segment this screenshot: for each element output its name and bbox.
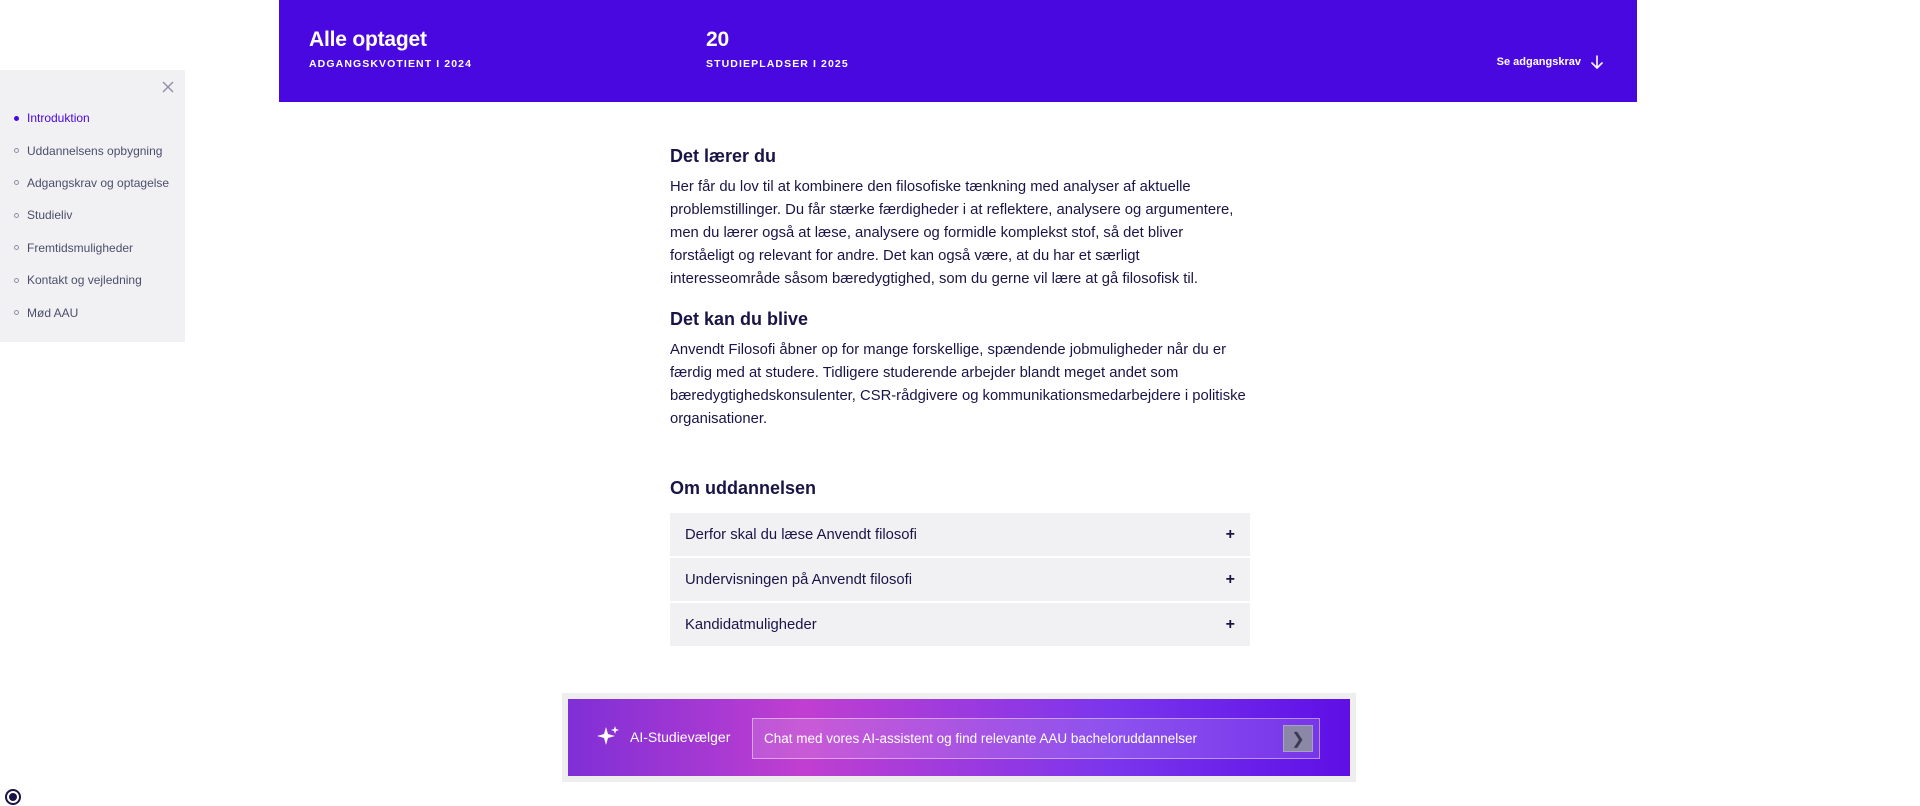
about-heading: Om uddannelsen [670, 478, 817, 498]
accordion-item-label: Undervisningen på Anvendt filosofi [685, 571, 913, 588]
about-section [670, 478, 1250, 646]
ai-send-button[interactable] [1283, 725, 1313, 752]
sparkle-icon [596, 725, 620, 749]
close-icon[interactable] [161, 80, 175, 94]
sidebar-item-label: Adgangskrav og optagelse [27, 175, 170, 190]
accordion-item-masters[interactable] [670, 603, 1250, 646]
about-accordion [670, 513, 1250, 646]
sidebar-item-label: Mød AAU [27, 305, 79, 320]
arrow-down-icon [1590, 55, 1604, 69]
study-places-value: 20 [706, 28, 729, 51]
bullet-icon [14, 310, 19, 315]
stats-banner [279, 0, 1637, 102]
sidebar-item-studieliv[interactable] [0, 199, 185, 231]
plus-icon: + [1225, 570, 1235, 588]
accordion-item-label: Derfor skal du læse Anvendt filosofi [685, 526, 917, 543]
career-heading: Det kan du blive [670, 309, 809, 329]
accordion-item-teaching[interactable] [670, 558, 1250, 601]
sidebar-item-fremtidsmuligheder[interactable] [0, 232, 185, 264]
plus-icon: + [1225, 615, 1235, 633]
ai-chat-input[interactable] [752, 718, 1320, 759]
sidebar-item-kontakt[interactable] [0, 264, 185, 296]
plus-icon: + [1225, 525, 1235, 543]
sidebar-item-adgangskrav[interactable] [0, 167, 185, 199]
bullet-icon [14, 116, 19, 121]
career-paragraph: Anvendt Filosofi åbner op for mange forskellige, spændende jobmuligheder når du er færdig med at studere. Tidligere studerende arbejder blandt meget andet som bæredygtighedskonsulenter, CSR-rådgivere og kommunikationsmedarbejdere i politiske organisationer. [670, 342, 1246, 427]
sidebar-item-introduktion[interactable] [0, 102, 185, 134]
study-places-label: STUDIEPLADSER I 2025 [706, 58, 849, 70]
ai-label-text: AI-Studievælger [630, 729, 731, 745]
bullet-icon [14, 213, 19, 218]
bullet-icon [14, 245, 19, 250]
sidebar-item-label: Fremtidsmuligheder [27, 240, 134, 255]
accordion-item-label: Kandidatmuligheder [685, 616, 817, 633]
sidebar-item-label: Studieliv [27, 208, 73, 223]
bullet-icon [14, 180, 19, 185]
see-requirements-link[interactable] [1497, 55, 1604, 69]
sidebar-item-label: Kontakt og vejledning [27, 273, 142, 288]
see-requirements-label: Se adgangskrav [1496, 56, 1581, 68]
ai-study-chooser [562, 693, 1356, 782]
learn-section [670, 146, 1250, 291]
bullet-icon [14, 278, 19, 283]
accordion-item-why[interactable] [670, 513, 1250, 556]
ai-studievaelger-button[interactable] [596, 725, 730, 749]
sidebar-item-label: Introduktion [27, 111, 90, 126]
sidebar-nav [0, 70, 185, 342]
sidebar-item-moed-aau[interactable] [0, 296, 185, 328]
learn-paragraph: Her får du lov til at kombinere den filosofiske tænkning med analyser af aktuelle problemstillinger. Du får stærke færdigheder i at reflektere, analysere og argumentere, men du lærer også at læse, analysere og formidle komplekst stof, så det bliver forståeligt og relevant for andre. Det kan også være, at du har et særligt interesseområde såsom bæredygtighed, som du gerne vil lære at gå filosofisk til. [670, 179, 1234, 287]
cookie-settings-icon[interactable] [3, 787, 23, 806]
study-places-stat [706, 28, 849, 70]
learn-heading: Det lærer du [670, 146, 777, 166]
admission-quota-value: Alle optaget [309, 28, 427, 51]
career-section [670, 309, 1250, 431]
admission-quota-label: ADGANGSKVOTIENT I 2024 [309, 58, 473, 70]
main-content [670, 146, 1250, 648]
admission-quota-stat [309, 28, 472, 70]
bullet-icon [14, 148, 19, 153]
sidebar-item-label: Uddannelsens opbygning [27, 143, 163, 158]
sidebar-item-opbygning[interactable] [0, 134, 185, 166]
ai-chat-input-text: Chat med vores AI-assistent og find relevante AAU bacheloruddannelser [764, 731, 1198, 746]
ai-bar [568, 699, 1350, 776]
chevron-right-icon: ❯ [1291, 730, 1305, 748]
